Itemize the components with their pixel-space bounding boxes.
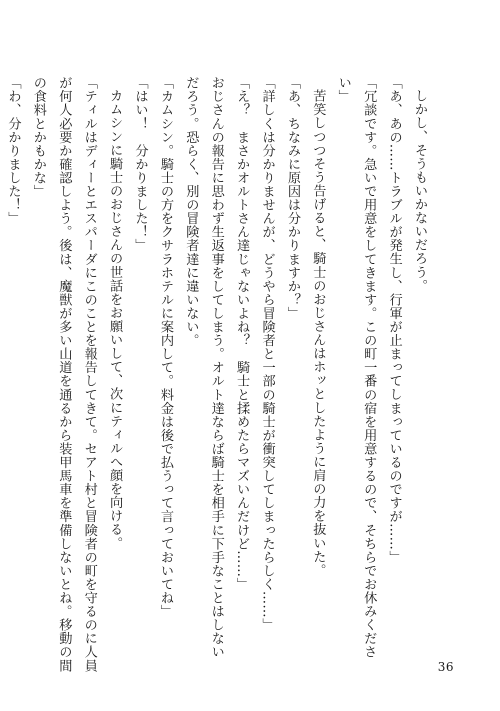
text-line: 「ティルはディーとエスパーダにこのことを報告してきて。セアト村と冒険者の町を守るのに人員 xyxy=(81,76,97,673)
text-line: しかし、そうもいかないだろう。 xyxy=(412,89,427,293)
vertical-text-body xyxy=(5,76,432,673)
text-line: カムシンに騎士のおじさんの世話をお願いして、次にティルへ顔を向ける。 xyxy=(107,89,123,550)
text-line: い」 xyxy=(335,76,351,104)
text-line: だろう。恐らく、別の冒険者達に違いない。 xyxy=(183,76,199,347)
text-line: 「え？ まさかオルトさん達じゃないよね？ 騎士と揉めたらマズいんだけど……」 xyxy=(234,76,250,591)
text-line: 「詳しくは分かりませんが、どうやら冒険者と一部の騎士が衝突してしまったらしく……」 xyxy=(259,76,275,632)
text-line: 「わ、分かりました！」 xyxy=(5,76,21,226)
text-line: 「あ、ちなみに原因は分かりますか？」 xyxy=(284,76,300,320)
text-line: の食料とかもかな」 xyxy=(30,76,46,198)
page-number: 36 xyxy=(437,660,454,674)
text-line: 「冗談です。急いで用意をしてきます。この町一番の宿を用意するので、そちらでお休みくださ xyxy=(361,76,377,659)
text-line: が何人必要か確認しよう。後は、魔獣が多い山道を通るから装甲馬車を準備しないとね。移動の間 xyxy=(56,76,72,673)
text-line: おじさんの報告に思わず生返事をしてしまう。オルト達ならば騎士を相手に下手なことはしない xyxy=(208,76,224,659)
text-line: 「あ、あの……トラブルが発生し、行軍が止まってしまっているのですが……」 xyxy=(386,76,402,564)
text-line: 「カムシン。騎士の方をクサラホテルに案内して。料金は後で払うって言っておいてね」 xyxy=(157,76,173,618)
text-line: 苦笑しつつそう告げると、騎士のおじさんはホッとしたように肩の力を抜いた。 xyxy=(310,89,326,577)
text-line: 「はい！ 分かりました！」 xyxy=(132,76,148,253)
